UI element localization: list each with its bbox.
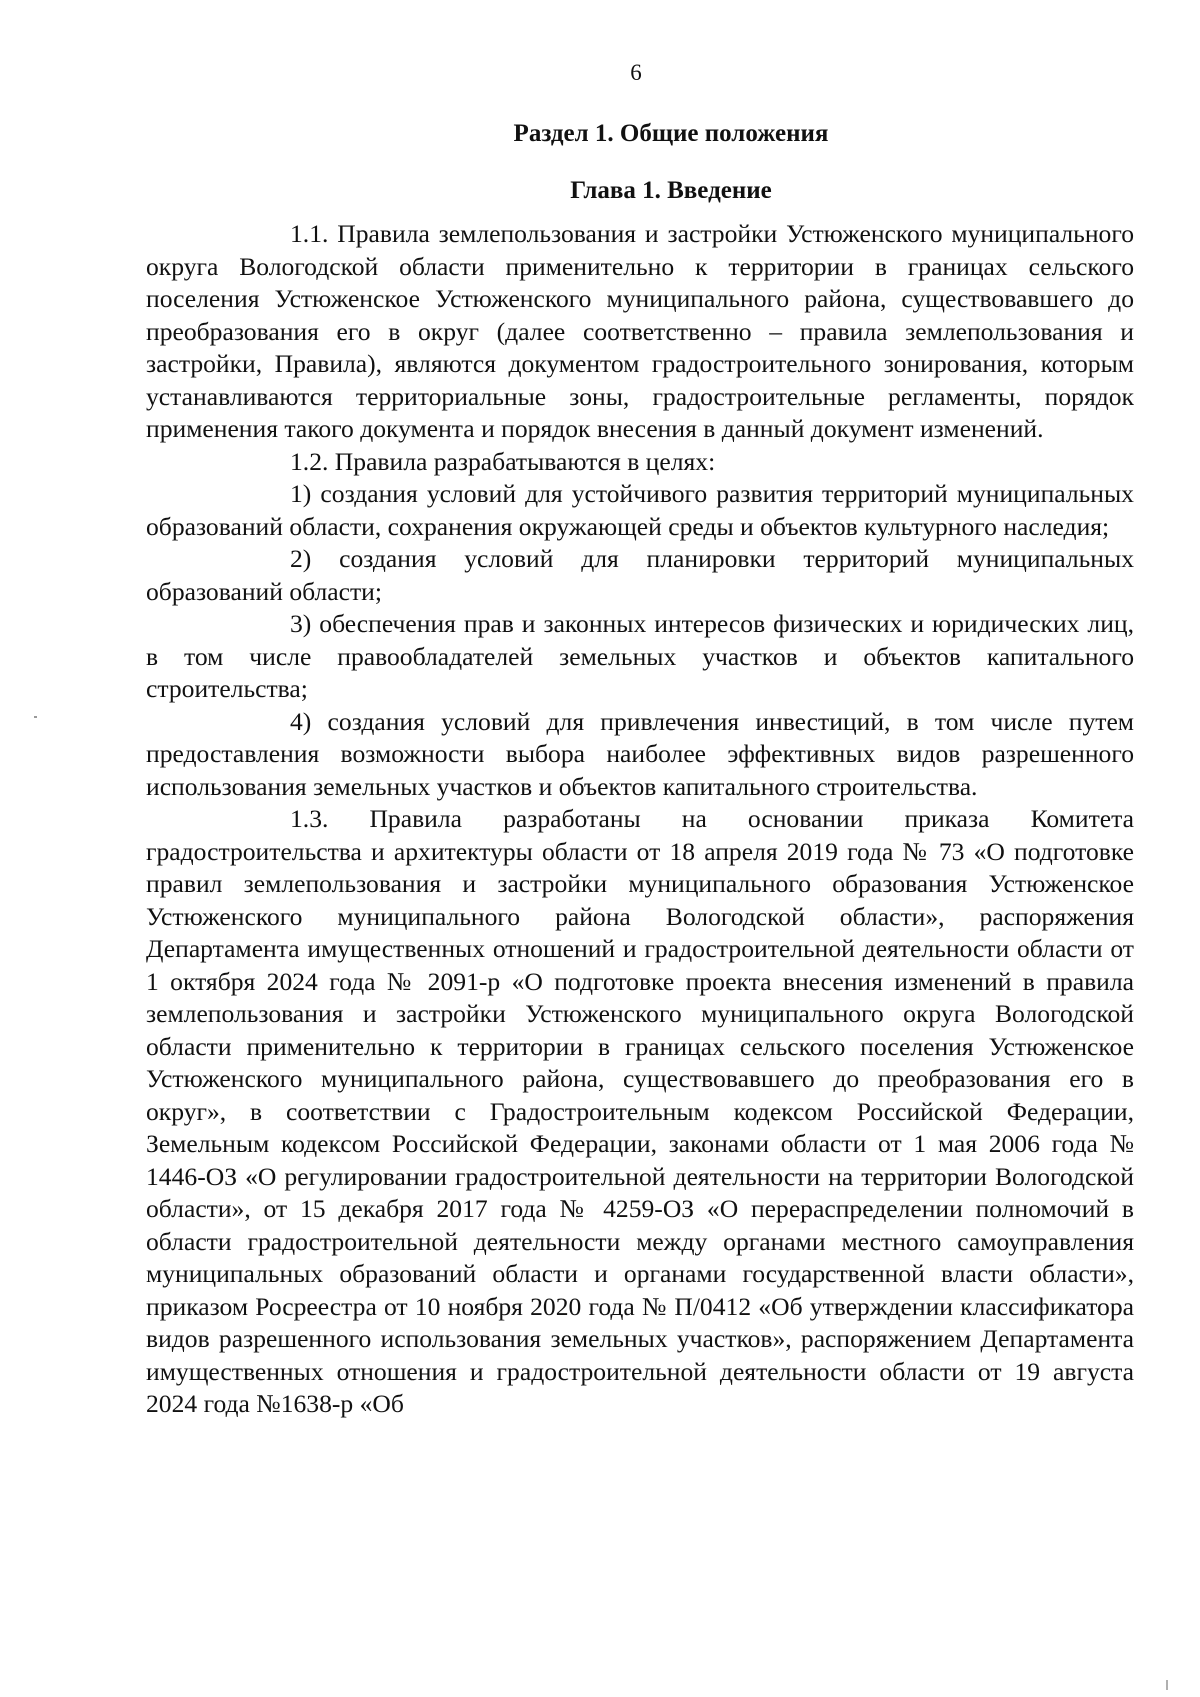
paragraph-1-1 [146, 218, 1134, 446]
paragraph-text: Правила землепользования и застройки Устюженского муниципального округа Вологодской области применительно к территории в границах сельского поселения Устюженское Устюженского муниципального района, существовавшего до преобразования его в округ (далее соответственно – правила землепользования и застройки, Правила), являются документом градостроительного зонирования, которым устанавливаются территориальные зоны, градостроительные регламенты, порядок применения такого документа и порядок внесения в данный документ изменений. [146, 219, 1134, 443]
paragraph-1-2 [146, 446, 1134, 479]
chapter-heading: Глава 1. Введение [570, 177, 772, 204]
scan-margin-mark [34, 716, 37, 718]
list-item-text: создания условий для планировки территорий муниципальных образований области; [146, 544, 1134, 606]
section-heading: Раздел 1. Общие положения [513, 120, 829, 147]
list-item-number: 4) [290, 706, 312, 736]
list-item-number: 3) [290, 609, 312, 638]
paragraph-text: Правила разработаны на основании приказа Комитета градостроительства и архитектуры области от 18 апреля 2019 года № 73 «О подготовке правил землепользования и застройки муниципального образования Устюженское Устюженского муниципального района Вологодской области», распоряжения Департамента имущественных отношений и градостроительной деятельности области от 1 октября 2024 года № 2091-р «О подготовке проекта внесения изменений в правила землепользования и застройки Устюженского муниципального округа Вологодской области применительно к территории в границах сельского поселения Устюженское Устюженского муниципального района, существовавшего до преобразования его в округ», в соответствии с Градостроительным кодексом Российской Федерации, Земельным кодексом Российской Федерации, законами области от 1 мая 2006 года № 1446-ОЗ «О регулировании градостроительной деятельности на территории Вологодской области», от 15 декабря 2017 года № 4259-ОЗ «О перераспределении полномочий в области градостроительной деятельности между органами местного самоуправления муниципальных образований области и органами государственной власти области», приказом Росреестра от 10 ноября 2020 года № П/0412 «Об утверждении классификатора видов разрешенного использования земельных участков», распоряжением Департамента имущественных отношения и градостроительной деятельности области от 19 августа 2024 года №1638-р «Об [146, 804, 1134, 1418]
list-item-text: обеспечения прав и законных интересов физических и юридических лиц, в том числе правообладателей земельных участков и объектов капитального строительства; [146, 609, 1134, 703]
paragraph-text: Правила разрабатываются в целях: [334, 446, 716, 476]
list-item-number: 2) [290, 544, 312, 573]
scan-corner-mark [1166, 1680, 1168, 1690]
list-item-1 [146, 478, 1134, 543]
paragraph-number: 1.3. [290, 804, 329, 833]
body-text [146, 218, 1134, 1421]
paragraph-1-3 [146, 803, 1134, 1421]
paragraph-number: 1.1. [290, 219, 329, 248]
page-number: 6 [630, 60, 642, 85]
list-item-text: создания условий для устойчивого развития территорий муниципальных образований области, сохранения окружающей среды и объектов культурного наследия; [146, 479, 1134, 541]
list-item-text: создания условий для привлечения инвестиций, в том числе путем предоставления возможности выбора наиболее эффективных видов разрешенного использования земельных участков и объектов капитального строительства. [146, 706, 1134, 801]
list-item-2 [146, 543, 1134, 608]
list-item-3 [146, 608, 1134, 706]
paragraph-number: 1.2. [290, 446, 329, 476]
list-item-4 [146, 706, 1134, 804]
list-item-number: 1) [290, 479, 312, 508]
